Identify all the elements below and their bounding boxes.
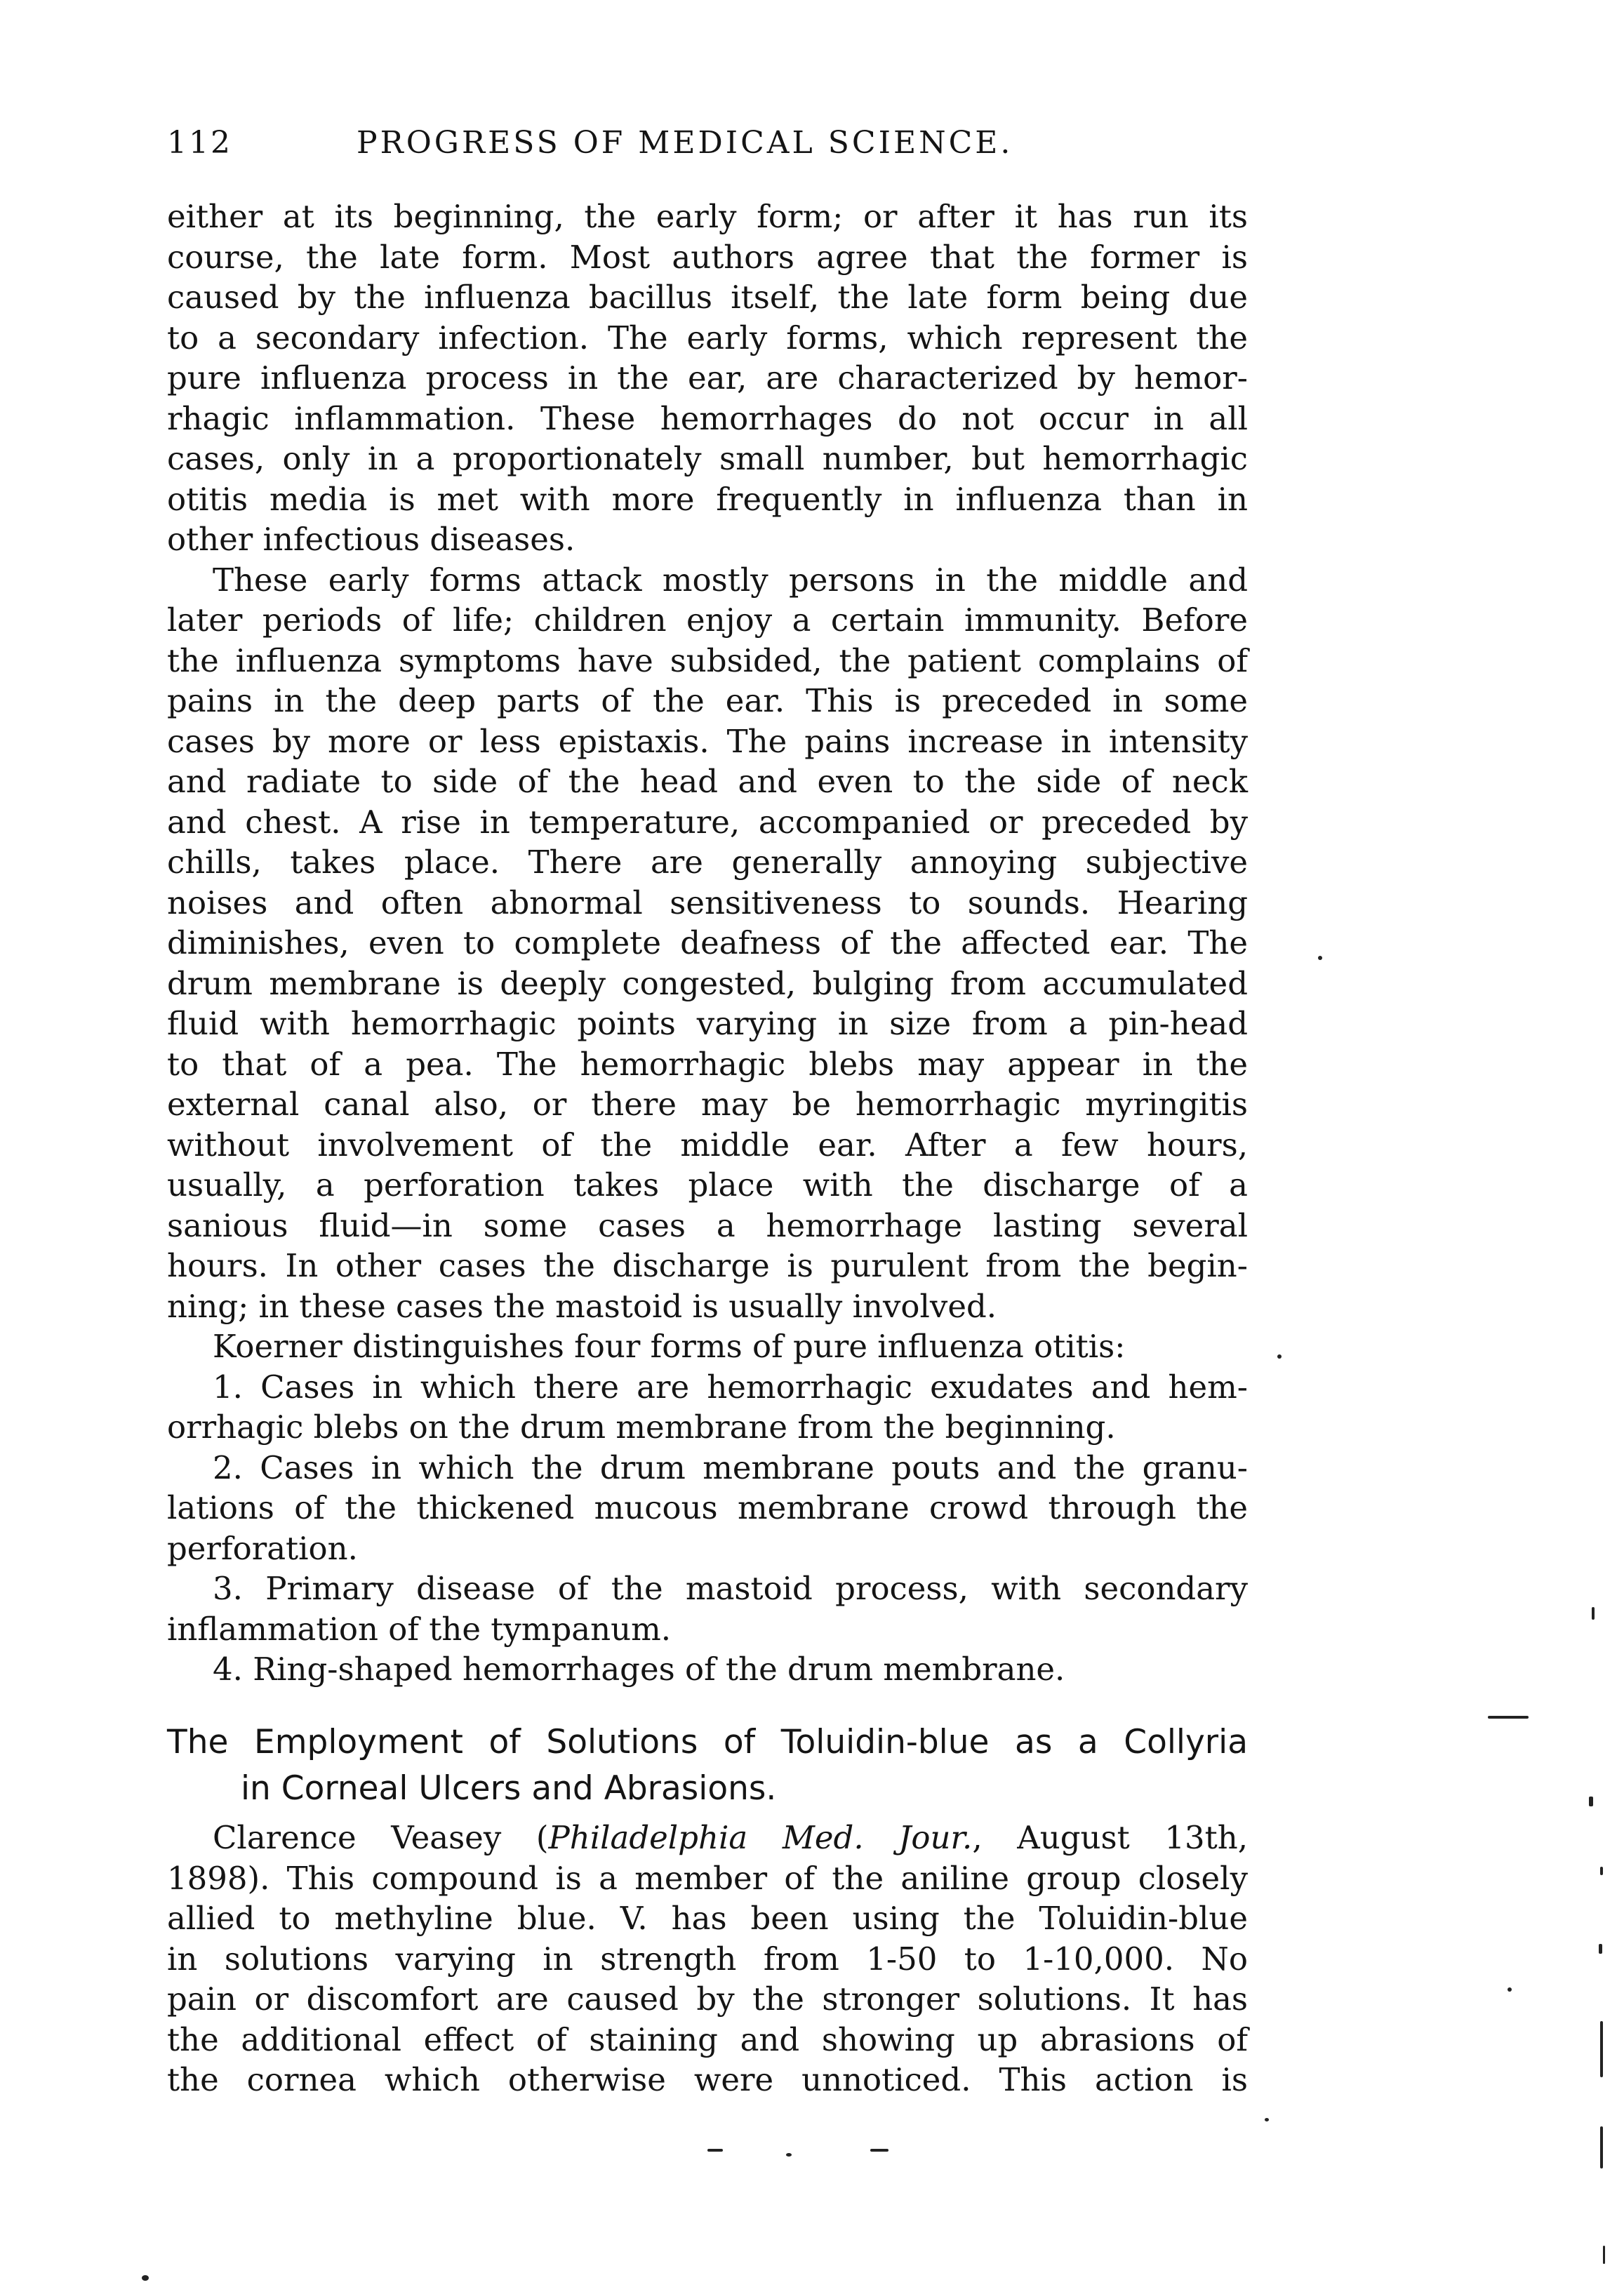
text-line: Koerner distinguishes four forms of pure influenza otitis: [213,1328,1126,1365]
list-item-line: lations of the thickened mucous membrane crowd through the [167,1489,1248,1526]
text-line: noises and often abnormal sensitiveness to sounds. Hearing [167,884,1248,921]
scan-speck [1488,1716,1529,1719]
scan-speck [1592,1607,1595,1620]
text-line: pain or discomfort are caused by the stronger solutions. It has [167,1980,1248,2018]
scan-speck [1600,1867,1603,1875]
text-line: ning; in these cases the mastoid is usually involved. [167,1287,997,1325]
scan-speck [1507,1987,1512,1992]
text-line: pure influenza process in the ear, are characterized by hemor- [167,359,1248,397]
text-line: cases, only in a proportionately small number, but hemorrhagic [167,440,1248,477]
scan-speck [1318,956,1322,960]
text-line: without involvement of the middle ear. After a few hours, [167,1126,1248,1164]
text-line: diminishes, even to complete deafness of the affected ear. The [167,924,1248,961]
text-line: Clarence Veasey (Philadelphia Med. Jour., August 13th, [213,1819,1249,1856]
text-line: course, the late form. Most authors agree that the former is [167,238,1248,276]
list-item-line: perforation. [167,1529,358,1567]
section-heading-line: The Employment of Solutions of Toluidin-blue as a Collyria [167,1723,1248,1761]
text-line: fluid with hemorrhagic points varying in size from a pin-head [167,1005,1248,1042]
text-line: and chest. A rise in temperature, accompanied or preceded by [167,803,1248,841]
text-line: caused by the influenza bacillus itself, the late form being due [167,279,1248,316]
body-text [167,196,1248,1690]
scan-speck [142,2275,149,2281]
scan-speck [1600,2021,1603,2077]
text-line: otitis media is met with more frequently in influenza than in [167,480,1248,518]
text-line: the influenza symptoms have subsided, the patient complains of [167,641,1248,679]
text-line: either at its beginning, the early form; or after it has run its [167,198,1248,235]
running-head [167,125,1248,167]
text-line: cases by more or less epistaxis. The pains increase in intensity [167,722,1248,760]
text-line: These early forms attack mostly persons in the middle and [213,561,1248,599]
scan-speck [1599,1944,1602,1954]
text-line: 1898). This compound is a member of the aniline group closely [167,1859,1248,1897]
text-line: pains in the deep parts of the ear. This is preceded in some [167,682,1248,719]
text-line: later periods of life; children enjoy a certain immunity. Before [167,601,1248,639]
text-line: external canal also, or there may be hemorrhagic myringitis [167,1086,1248,1123]
text-line: the additional effect of staining and showing up abrasions of [167,2020,1248,2058]
text-line: sanious fluid—in some cases a hemorrhage lasting several [167,1206,1248,1244]
scan-speck [870,2149,888,2152]
text-line: in solutions varying in strength from 1-50 to 1-10,000. No [167,1940,1248,1978]
list-item-line: 4. Ring-shaped hemorrhages of the drum membrane. [213,1651,1065,1688]
list-item-line: 2. Cases in which the drum membrane pouts and the granu- [213,1448,1248,1486]
list-item-line: inflammation of the tympanum. [167,1610,672,1648]
text-line: rhagic inflammation. These hemorrhages do not occur in all [167,399,1248,437]
text-line: to that of a pea. The hemorrhagic blebs may appear in the [167,1045,1248,1083]
scan-speck [1277,1354,1282,1359]
scan-speck [786,2153,792,2157]
scan-speck [1589,1797,1593,1806]
text-line: the cornea which otherwise were unnoticed. This action is [167,2061,1248,2098]
text-line: hours. In other cases the discharge is purulent from the begin- [167,1247,1248,1284]
scan-speck [1265,2118,1269,2121]
list-item-line: orrhagic blebs on the drum membrane from the beginning. [167,1408,1116,1446]
list-item-line: 1. Cases in which there are hemorrhagic exudates and hem- [213,1368,1248,1406]
text-line: and radiate to side of the head and even to the side of neck [167,763,1248,800]
text-line: to a secondary infection. The early forms, which represent the [167,319,1248,357]
section-heading [167,1719,1248,1812]
running-title: PROGRESS OF MEDICAL SCIENCE. [357,125,1013,161]
scan-speck [1603,2246,1605,2264]
scan-speck [707,2149,723,2152]
text-line: allied to methyline blue. V. has been using the Toluidin-blue [167,1900,1248,1937]
text-line: drum membrane is deeply congested, bulging from accumulated [167,964,1248,1002]
list-item-line: 3. Primary disease of the mastoid process, with secondary [213,1570,1248,1607]
text-line: other infectious diseases. [167,521,575,558]
body-text-section [167,1818,1248,2100]
text-line: usually, a perforation takes place with the discharge of a [167,1166,1248,1204]
section-heading-line: in Corneal Ulcers and Abrasions. [241,1769,777,1808]
text-line: chills, takes place. There are generally annoying subjective [167,844,1248,881]
scan-speck [1600,2126,1603,2168]
journal-citation: Philadelphia Med. Jour. [548,1819,973,1856]
page-number: 112 [167,125,232,161]
